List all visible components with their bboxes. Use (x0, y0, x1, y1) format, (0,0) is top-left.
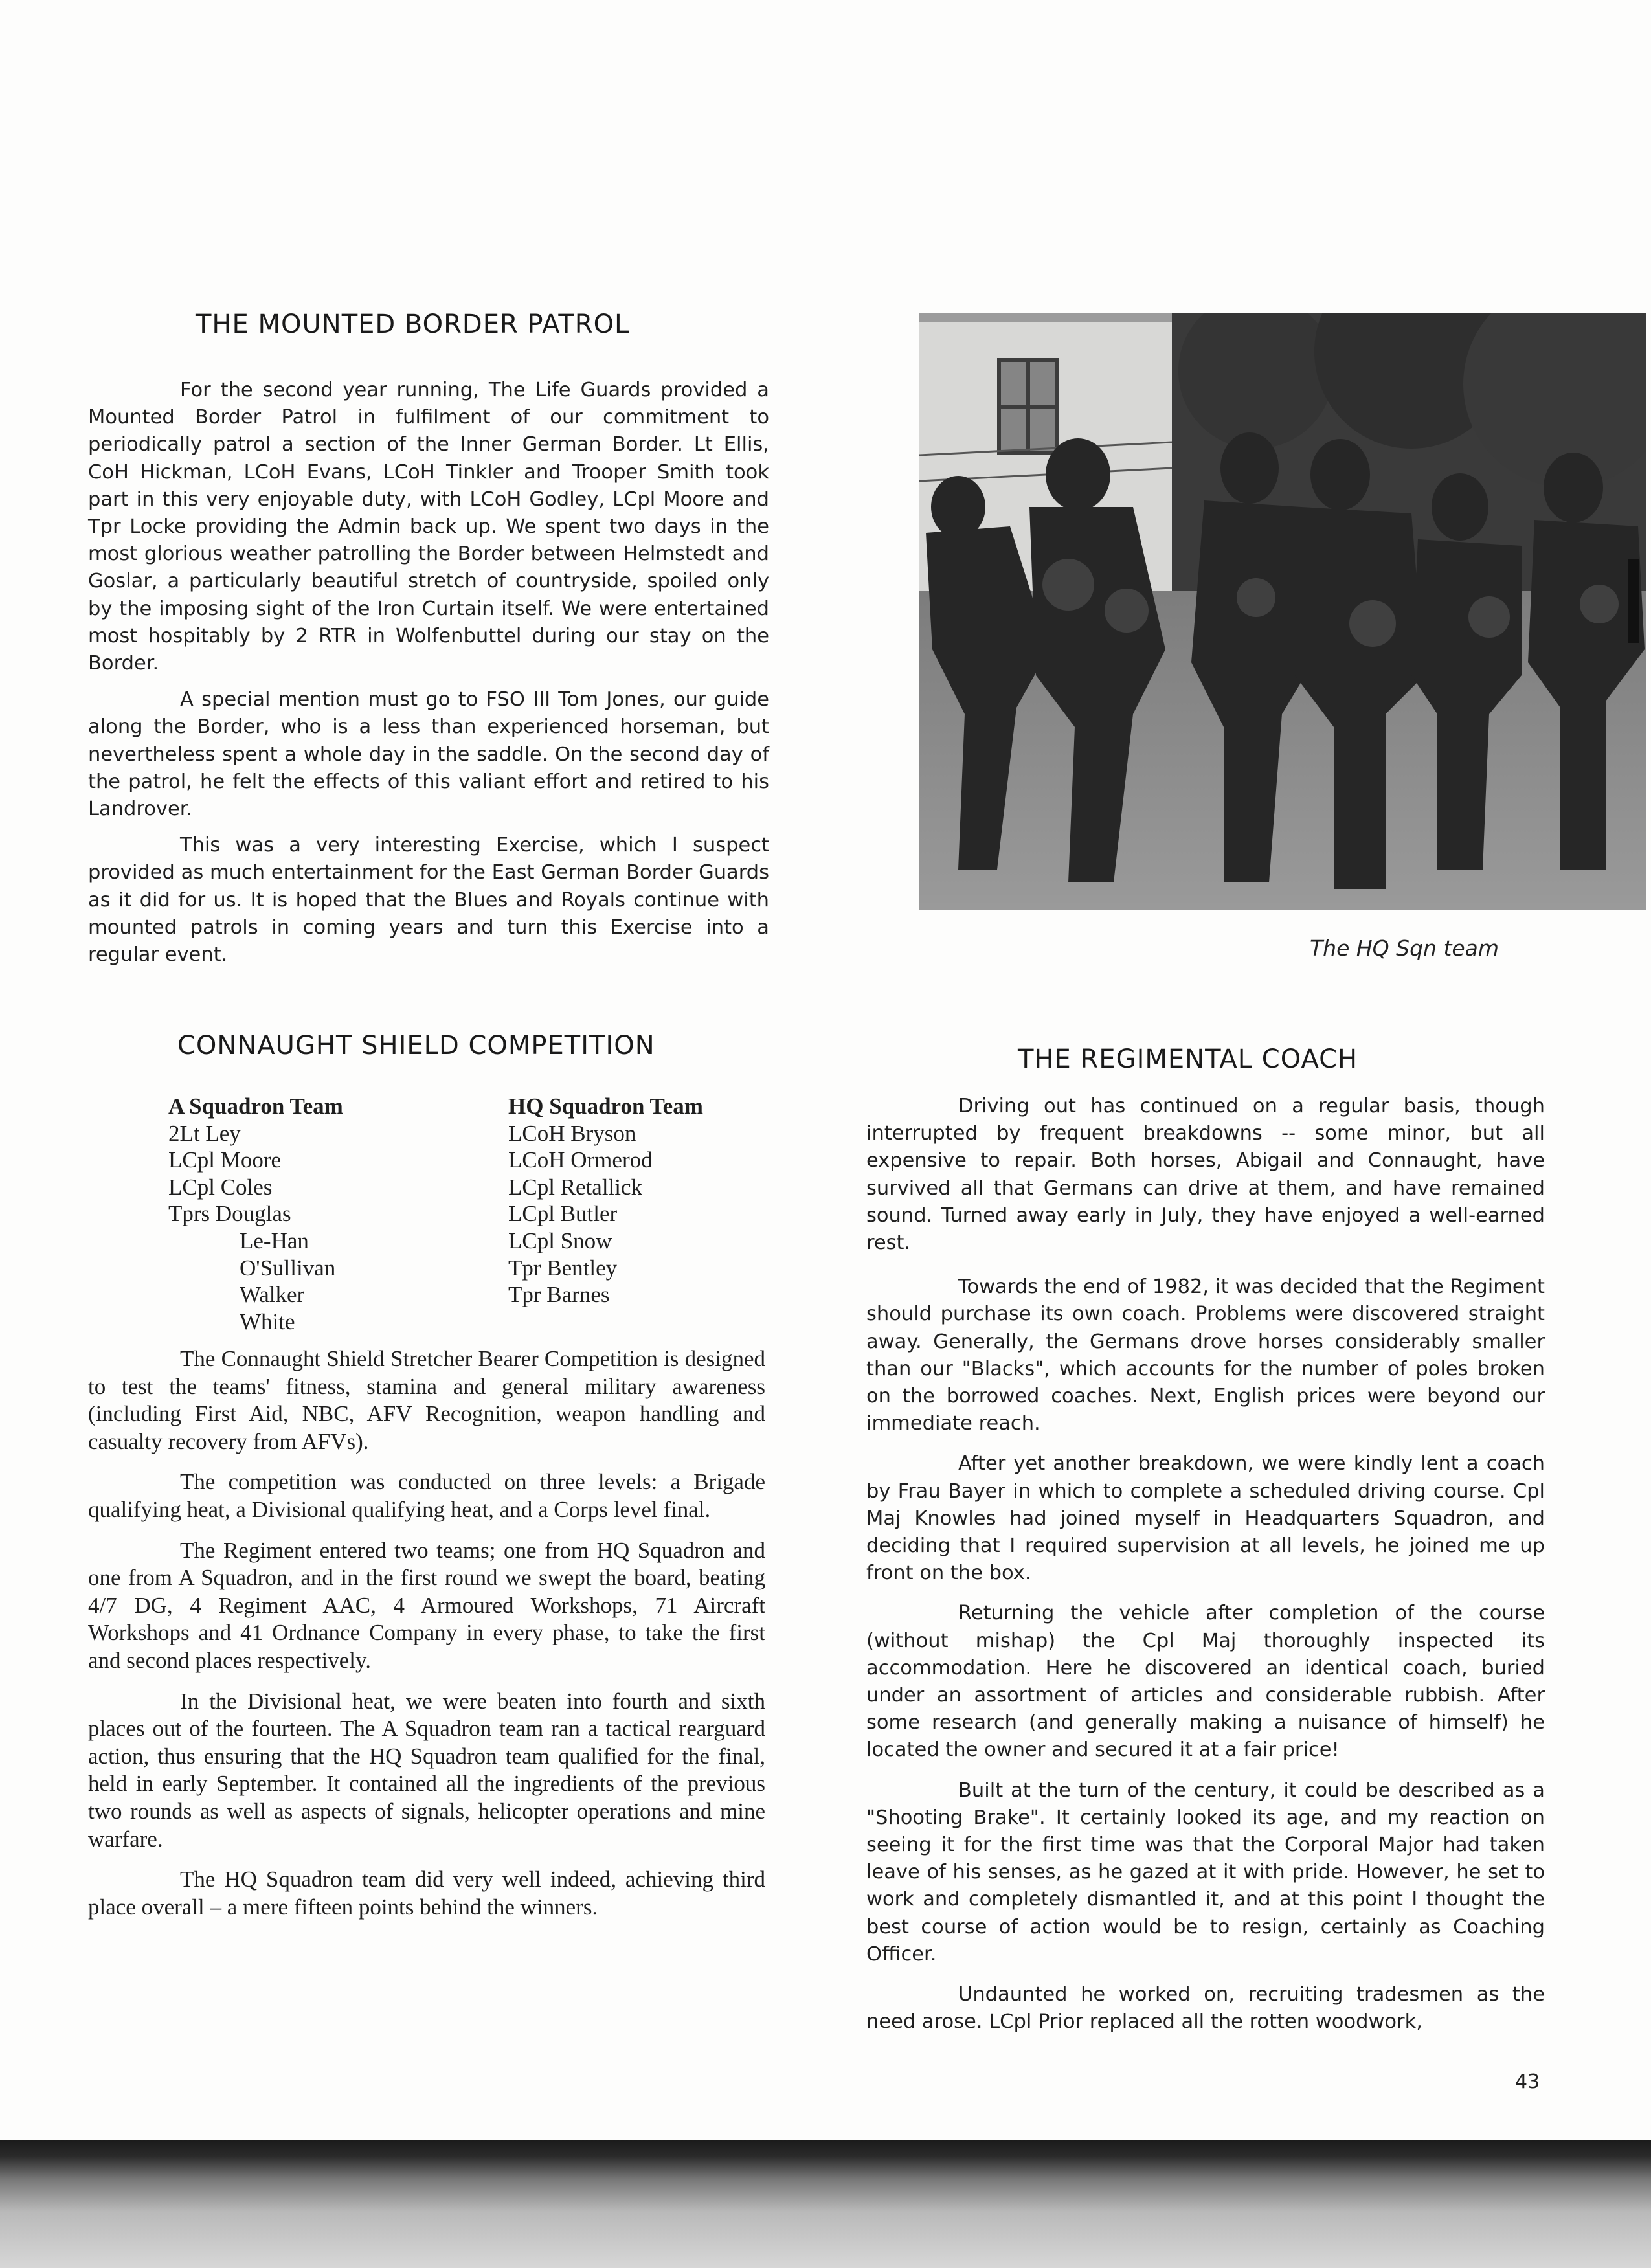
team-member: LCpl Coles (168, 1174, 273, 1200)
team-member: LCpl Snow (508, 1228, 612, 1253)
hq-squadron-team-heading: HQ Squadron Team (508, 1094, 703, 1119)
connaught-paragraph-4: In the Divisional heat, we were beaten into fourth and sixth places out of the fourteen. The A Squadron team ran a tactical rearguard action, thus ensuring that the HQ Squadron team qualified for the final, held in early September. It contained all the ingredients of the previous two rounds as well as aspects of signals, helicopter operations and mine warfare. (88, 1688, 765, 1852)
mounted-border-patrol-body (88, 377, 769, 969)
connaught-paragraph-5: The HQ Squadron team did very well indeed, achieving third place overall – a mere fifteen points behind the winners. (88, 1867, 765, 1920)
regimental-coach-heading: THE REGIMENTAL COACH (1018, 1044, 1358, 1074)
team-member: Tpr Barnes (508, 1282, 610, 1308)
coach-paragraph-3: After yet another breakdown, we were kindly lent a coach by Frau Bayer in which to complete a scheduled driving course. Cpl Maj Knowles had joined myself in Headquarters Squadron, and deciding that I required supervision at all levels, he joined me up front on the box. (866, 1452, 1545, 1585)
connaught-paragraph-2: The competition was conducted on three levels: a Brigade qualifying heat, a Divisional qualifying heat, and a Corps level final. (88, 1469, 765, 1522)
team-member: White (240, 1308, 295, 1334)
mounted-paragraph-3: This was a very interesting Exercise, which I suspect provided as much entertainment for the East German Border Guards as it did for us. It is hoped that the Blues and Royals continue with mounted patrols in coming years and turn this Exercise into a regular event. (88, 834, 769, 967)
coach-paragraph-4: Returning the vehicle after completion of the course (without mishap) the Cpl Maj thoroughly inspected its accommodation. Here he discovered an identical coach, buried under an assortment of articles and considerable rubbish. After some research (and generally making a nuisance of himself) he located the owner and secured it at a fair price! (866, 1602, 1545, 1762)
regimental-coach-body (866, 1093, 1545, 2036)
mounted-border-patrol-heading: THE MOUNTED BORDER PATROL (196, 309, 630, 339)
connaught-shield-heading: CONNAUGHT SHIELD COMPETITION (177, 1031, 655, 1061)
team-member: LCoH Ormerod (508, 1147, 653, 1173)
connaught-paragraph-3: The Regiment entered two teams; one from HQ Squadron and one from A Squadron, and in the first round we swept the board, beating 4/7 DG, 4 Regiment AAC, 4 Armoured Workshops, 71 Aircraft Workshops and 41 Ordnance Company in every phase, to take the first and second places respectively. (88, 1537, 765, 1673)
coach-paragraph-6: Undaunted he worked on, recruiting tradesmen as the need arose. LCpl Prior replaced all the rotten woodwork, (866, 1983, 1545, 2034)
coach-paragraph-5: Built at the turn of the century, it could be described as a "Shooting Brake". It certainly looked its age, and my reaction on seeing it for the first time was that the Corporal Major had taken leave of his senses, as he gazed at it with pride. However, he set to work and completely dismantled it, and at this point I thought the best course of action would be to resign, certainly as Coaching Officer. (866, 1779, 1545, 1966)
team-member: Le-Han (240, 1228, 309, 1253)
coach-paragraph-2: Towards the end of 1982, it was decided that the Regiment should purchase its own coach. Problems were discovered straight away. Generally, the Germans drove horses considerably smaller than our "Blacks", which accounts for the number of poles broken on the borrowed coaches. Next, English prices were beyond our immediate reach. (866, 1275, 1545, 1435)
team-member: LCpl Moore (168, 1147, 282, 1173)
page-number: 43 (1515, 2071, 1540, 2093)
hq-sqn-team-photo (919, 313, 1646, 910)
team-member: LCoH Bryson (508, 1120, 636, 1146)
coach-paragraph-1: Driving out has continued on a regular basis, though interrupted by frequent breakdowns -- some minor, but all expensive to repair. Both horses, Abigail and Connaught, have survived all that Germans can drive at them, and have remained sound. Turned away early in July, they have enjoyed a well-earned rest. (866, 1095, 1545, 1255)
a-squadron-team-heading: A Squadron Team (168, 1094, 343, 1119)
team-member: Walker (240, 1282, 305, 1308)
hq-squadron-team-list (508, 1093, 703, 1308)
team-member: LCpl Retallick (508, 1174, 643, 1200)
team-member: O'Sullivan (240, 1255, 336, 1281)
scan-edge-shadow (0, 2140, 1651, 2268)
mounted-paragraph-2: A special mention must go to FSO III Tom Jones, our guide along the Border, who is a less than experienced horseman, but nevertheless spent a whole day in the saddle. On the second day of the patrol, he felt the effects of this valiant effort and retired to his Landrover. (88, 688, 769, 821)
a-squadron-team-list (168, 1093, 343, 1335)
team-member: 2Lt Ley (168, 1120, 241, 1146)
connaught-shield-body (88, 1345, 765, 1921)
mounted-paragraph-1: For the second year running, The Life Guards provided a Mounted Border Patrol in fulfilment of our commitment to periodically patrol a section of the Inner German Border. Lt Ellis, CoH Hickman, LCoH Evans, LCoH Tinkler and Trooper Smith took part in this very enjoyable duty, with LCoH Godley, LCpl Moore and Tpr Locke providing the Admin back up. We spent two days in the most glorious weather patrolling the Border between Helmstedt and Goslar, a particularly beautiful stretch of countryside, spoiled only by the imposing sight of the Iron Curtain itself. We were entertained most hospitably by 2 RTR in Wolfenbuttel during our stay on the Border. (88, 379, 769, 675)
team-member: Tprs Douglas (168, 1201, 291, 1227)
team-member: LCpl Butler (508, 1201, 618, 1227)
photo-caption: The HQ Sqn team (1310, 936, 1499, 961)
team-member: Tpr Bentley (508, 1255, 618, 1281)
connaught-paragraph-1: The Connaught Shield Stretcher Bearer Competition is designed to test the teams' fitness, stamina and general military awareness (including First Aid, NBC, AFV Recognition, weapon handling and casualty recovery from AFVs). (88, 1346, 765, 1454)
